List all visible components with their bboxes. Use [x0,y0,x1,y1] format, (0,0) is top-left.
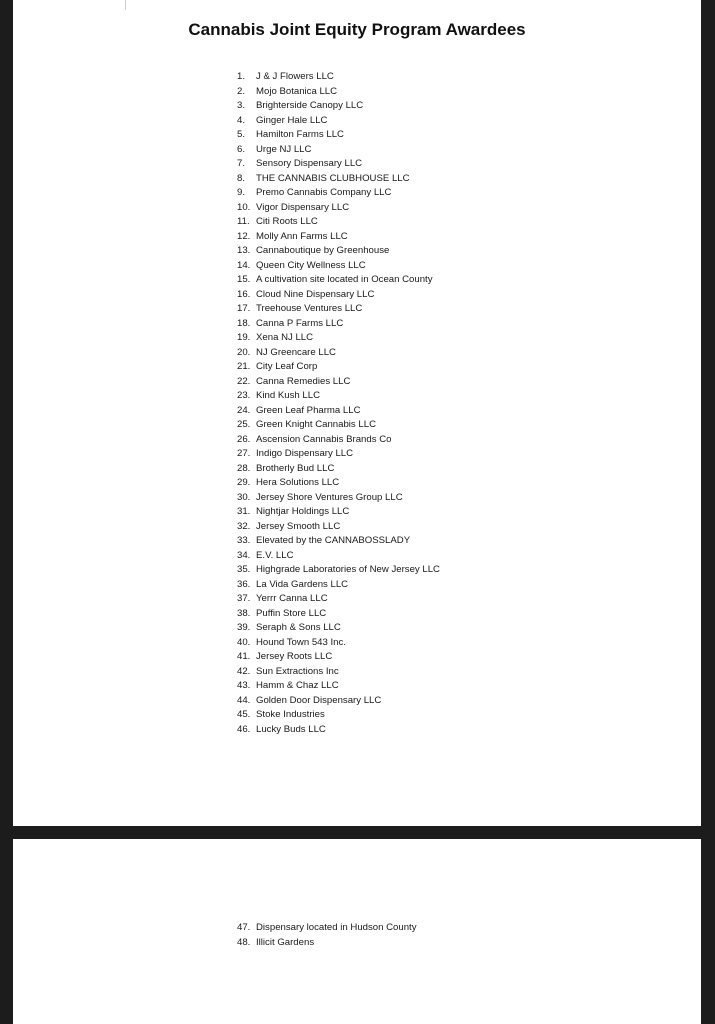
list-item-name: Indigo Dispensary LLC [256,448,354,459]
list-item-number: 31. [237,506,251,517]
list-item-number: 43. [237,680,251,691]
list-item [237,694,440,709]
list-item [237,70,440,85]
list-item-number: 34. [237,549,251,561]
list-item-number: 30. [237,491,251,503]
list-item-number: 27. [237,448,251,459]
list-item-name: Hamilton Farms LLC [256,129,344,140]
list-item [237,505,440,520]
list-item-number: 9. [237,187,246,198]
list-item-number: 4. [237,114,246,126]
list-item-number: 28. [237,462,251,474]
list-item [237,331,440,346]
list-item [237,215,440,230]
list-item [237,708,440,723]
list-item-number: 13. [237,245,251,256]
list-item-name: Molly Ann Farms LLC [256,230,348,242]
list-item-name: Canna P Farms LLC [256,317,344,329]
list-item-number: 42. [237,665,251,677]
list-item [237,259,440,274]
list-item-name: A cultivation site located in Ocean County [256,274,433,285]
list-item-name: Yerrr Canna LLC [256,593,328,604]
list-item-number: 44. [237,694,251,706]
list-item-name: Stoke Industries [256,709,325,720]
list-item-number: 37. [237,593,251,604]
list-item [237,201,440,216]
list-item [237,433,440,448]
list-item [237,128,440,143]
list-item-name: Green Leaf Pharma LLC [256,404,361,416]
list-item [237,404,440,419]
list-item-name: Treehouse Ventures LLC [256,303,363,314]
list-item-number: 22. [237,375,251,387]
list-item [237,157,440,172]
list-item [237,476,440,491]
list-item-name: Citi Roots LLC [256,216,318,227]
list-item [237,230,440,245]
list-item-name: Elevated by the CANNABOSSLADY [256,535,411,546]
list-item-name: Cannaboutique by Greenhouse [256,245,390,256]
list-item-number: 1. [237,71,246,82]
list-item-number: 36. [237,578,251,590]
list-item-name: Seraph & Sons LLC [256,622,341,633]
list-item [237,143,440,158]
list-item-name: Nightjar Holdings LLC [256,506,350,517]
list-item [237,99,440,114]
list-item-name: THE CANNABIS CLUBHOUSE LLC [256,172,410,184]
list-item-number: 39. [237,622,251,633]
list-item-number: 20. [237,346,251,358]
list-item-name: Kind Kush LLC [256,390,320,401]
list-item-number: 29. [237,477,251,488]
list-item [237,418,440,433]
list-item-name: La Vida Gardens LLC [256,578,349,590]
list-item-name: Dispensary located in Hudson County [256,922,417,933]
list-item-number: 14. [237,259,251,271]
list-item-name: Puffin Store LLC [256,607,327,619]
list-item-name: Hera Solutions LLC [256,477,340,488]
list-item-name: Urge NJ LLC [256,143,312,155]
list-item-number: 38. [237,607,251,619]
list-item [237,172,440,187]
list-item-name: Hound Town 543 Inc. [256,636,346,648]
list-item [237,273,440,288]
list-item [237,317,440,332]
list-item-name: NJ Greencare LLC [256,346,336,358]
list-item-name: Brighterside Canopy LLC [256,100,364,111]
list-item [237,244,440,259]
list-item-number: 5. [237,129,246,140]
list-item-name: Green Knight Cannabis LLC [256,419,376,430]
list-item-number: 3. [237,100,246,111]
list-item-number: 21. [237,361,251,372]
list-item [237,447,440,462]
list-item-name: Xena NJ LLC [256,332,314,343]
list-item-number: 33. [237,535,251,546]
list-item-name: Ascension Cannabis Brands Co [256,433,392,445]
list-item-number: 32. [237,520,251,532]
list-item-number: 41. [237,651,251,662]
list-item [237,462,440,477]
list-item-number: 48. [237,936,251,948]
list-item-number: 26. [237,433,251,445]
list-item-number: 17. [237,303,251,314]
list-item-name: Jersey Shore Ventures Group LLC [256,491,403,503]
list-item [237,389,440,404]
list-item-number: 2. [237,85,246,97]
list-item [237,85,440,100]
list-item [237,302,440,317]
list-item [237,665,440,680]
list-item [237,921,417,936]
list-item [237,650,440,665]
list-item [237,592,440,607]
list-item [237,607,440,622]
list-item-name: Illicit Gardens [256,936,315,948]
list-item [237,375,440,390]
list-item-name: Golden Door Dispensary LLC [256,694,382,706]
list-item-name: Queen City Wellness LLC [256,259,366,271]
list-item-name: Vigor Dispensary LLC [256,201,350,213]
list-item-number: 25. [237,419,251,430]
list-item-number: 47. [237,922,251,933]
list-item-name: E.V. LLC [256,549,294,561]
list-item-number: 8. [237,172,246,184]
document-title: Cannabis Joint Equity Program Awardees [188,20,526,39]
list-item-number: 10. [237,201,251,213]
list-item [237,936,417,951]
page-edge-mark [125,0,126,10]
list-item-number: 40. [237,636,251,648]
list-item-number: 15. [237,274,251,285]
list-item-number: 24. [237,404,251,416]
list-item [237,679,440,694]
list-item-number: 46. [237,723,251,735]
list-item-number: 6. [237,143,246,155]
list-item-number: 19. [237,332,251,343]
list-item [237,346,440,361]
list-item-name: Jersey Smooth LLC [256,520,341,532]
document-page-1 [13,0,701,826]
list-item-name: Ginger Hale LLC [256,114,328,126]
list-item-number: 23. [237,390,251,401]
list-item-name: Mojo Botanica LLC [256,85,338,97]
list-item [237,534,440,549]
list-item [237,360,440,375]
list-item-number: 11. [237,216,250,227]
list-item [237,491,440,506]
list-item-name: Hamm & Chaz LLC [256,680,339,691]
list-item-number: 16. [237,288,251,300]
list-item [237,621,440,636]
list-item-number: 12. [237,230,251,242]
list-item [237,723,440,738]
list-item [237,186,440,201]
list-item [237,578,440,593]
list-item-name: Premo Cannabis Company LLC [256,187,392,198]
list-item-number: 35. [237,564,251,575]
list-item-number: 18. [237,317,251,329]
list-item-name: Highgrade Laboratories of New Jersey LLC [256,564,440,575]
list-item-name: Sensory Dispensary LLC [256,158,363,169]
list-item-name: Brotherly Bud LLC [256,462,335,474]
awardee-list-page-2 [237,921,417,950]
list-item-number: 7. [237,158,246,169]
list-item-name: Sun Extractions Inc [256,665,339,677]
list-item-name: Canna Remedies LLC [256,375,351,387]
list-item [237,563,440,578]
list-item [237,636,440,651]
list-item [237,114,440,129]
document-page-2 [13,839,701,1024]
list-item-number: 45. [237,709,251,720]
list-item [237,288,440,303]
list-item [237,549,440,564]
awardee-list-page-1 [237,70,440,737]
list-item-name: J & J Flowers LLC [256,71,334,82]
list-item-name: City Leaf Corp [256,361,318,372]
list-item-name: Cloud Nine Dispensary LLC [256,288,375,300]
list-item-name: Lucky Buds LLC [256,723,326,735]
list-item [237,520,440,535]
list-item-name: Jersey Roots LLC [256,651,333,662]
